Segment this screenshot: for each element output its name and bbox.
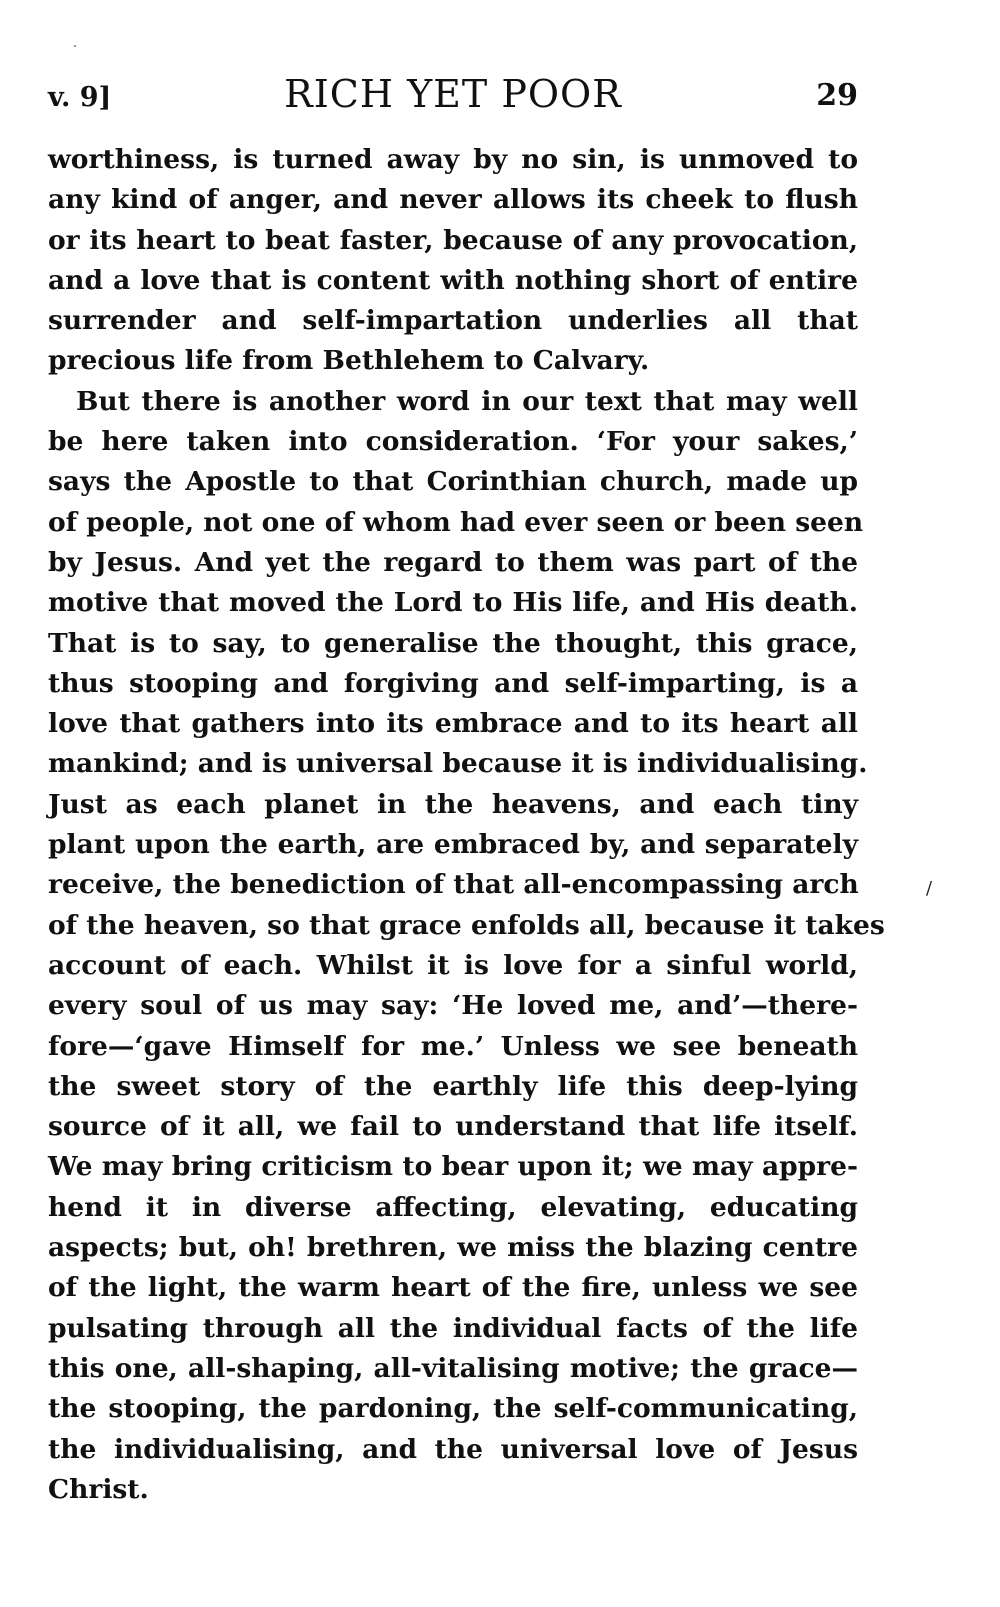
text-line: precious life from Bethlehem to Calvary. <box>48 345 650 377</box>
page-number: 29 <box>816 78 858 113</box>
text-line: account of each. Whilst it is love for a sinful world, <box>48 949 858 981</box>
text-line: thus stooping and forgiving and self-imparting, is a <box>48 667 858 699</box>
text-line: We may bring criticism to bear upon it; we may appre- <box>48 1151 858 1183</box>
text-line: be here taken into consideration. ‘For your sakes,’ <box>48 426 858 458</box>
paragraph-start-line: But there is another word in our text that may well <box>76 385 858 417</box>
page-title: RICH YET POOR <box>284 72 622 116</box>
text-line: or its heart to beat faster, because of any provocation, <box>48 224 858 256</box>
scan-speck <box>74 45 76 47</box>
text-line: the stooping, the pardoning, the self-communicating, <box>48 1393 858 1425</box>
text-line: every soul of us may say: ‘He loved me, and’—there- <box>48 990 858 1022</box>
text-line: the individualising, and the universal love of Jesus <box>48 1433 858 1465</box>
text-line: love that gathers into its embrace and to its heart all <box>48 708 858 740</box>
text-line: Christ. <box>48 1473 149 1505</box>
text-line: Just as each planet in the heavens, and each tiny <box>48 788 858 820</box>
running-header <box>48 72 858 122</box>
text-line: by Jesus. And yet the regard to them was part of the <box>48 546 858 578</box>
text-line: hend it in diverse affecting, elevating, educating <box>48 1191 858 1223</box>
page-body <box>48 140 885 1510</box>
text-line: motive that moved the Lord to His life, and His death. <box>48 587 858 619</box>
text-line: receive, the benediction of that all-encompassing arch <box>48 869 859 901</box>
text-line: this one, all-shaping, all-vitalising motive; the grace— <box>48 1352 858 1384</box>
text-line: says the Apostle to that Corinthian church, made up <box>48 466 858 498</box>
text-line: aspects; but, oh! brethren, we miss the blazing centre <box>48 1232 858 1264</box>
text-line: the sweet story of the earthly life this deep-lying <box>48 1070 858 1102</box>
text-line: pulsating through all the individual facts of the life <box>48 1312 858 1344</box>
text-line: source of it all, we fail to understand that life itself. <box>48 1111 858 1143</box>
text-line: plant upon the earth, are embraced by, and separately <box>48 829 858 861</box>
text-line: of the heaven, so that grace enfolds all, because it takes <box>48 909 885 941</box>
text-line: fore—‘gave Himself for me.’ Unless we see beneath <box>48 1030 858 1062</box>
text-line: That is to say, to generalise the thought, this grace, <box>48 627 858 659</box>
text-line: of people, not one of whom had ever seen or been seen <box>48 506 864 538</box>
text-line: of the light, the warm heart of the fire, unless we see <box>48 1272 858 1304</box>
text-line: mankind; and is universal because it is individualising. <box>48 748 868 780</box>
text-line: worthiness, is turned away by no sin, is unmoved to <box>48 144 858 175</box>
text-line: and a love that is content with nothing short of entire <box>48 264 858 296</box>
text-line: any kind of anger, and never allows its cheek to flush <box>48 184 858 216</box>
margin-mark: / <box>926 878 933 899</box>
text-line: surrender and self-impartation underlies all that <box>48 305 858 337</box>
chapter-verse-ref: v. 9] <box>48 82 112 113</box>
